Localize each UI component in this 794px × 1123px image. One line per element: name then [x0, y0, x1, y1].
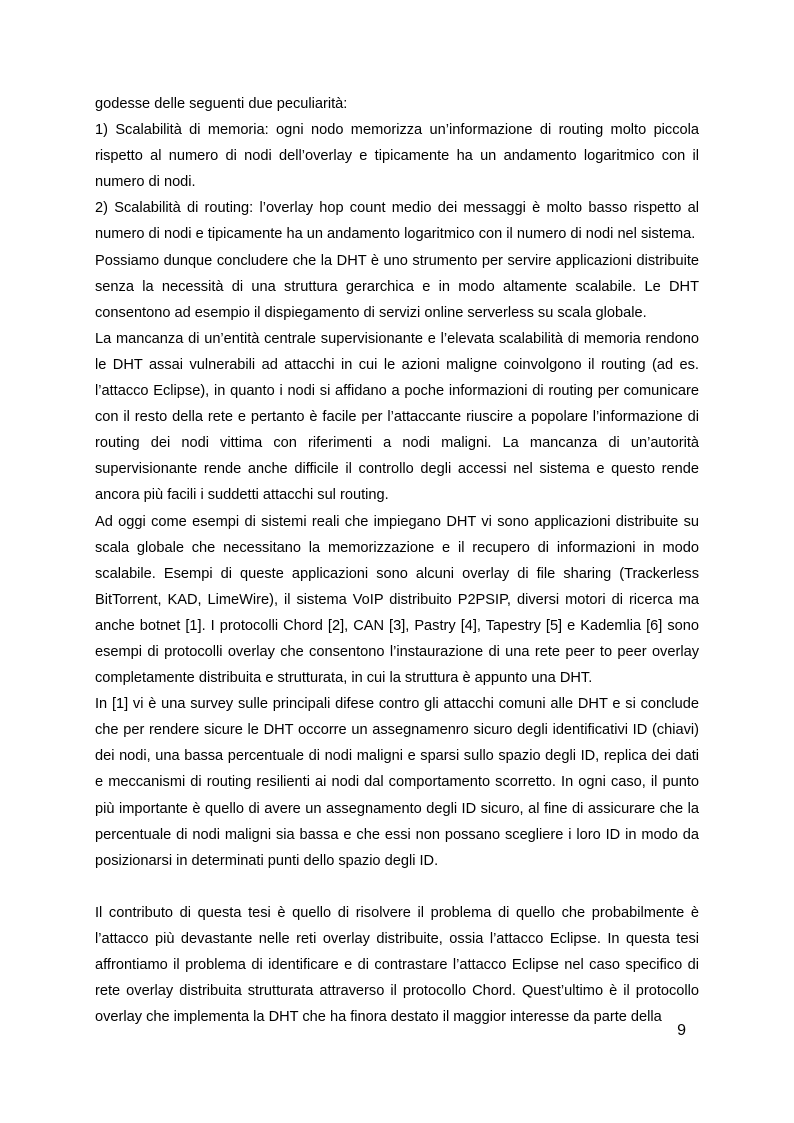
paragraph-thesis-contribution: Il contributo di questa tesi è quello di risolvere il problema di quello che probabilmente è l’attacco più devastante nelle reti overlay distribuite, ossia l’attacco Eclipse. In questa tesi affrontiamo il problema di identificare e di contrastare l’attacco Eclipse nel caso specifico di rete overlay distribuita strutturata attraverso il protocollo Chord. Quest’ultimo è il protocollo overlay che implementa la DHT che ha finora destato il maggior interesse da parte della [95, 904, 699, 1026]
paragraph-intro: godesse delle seguenti due peculiarità: [95, 96, 348, 112]
paragraph-dht-vulnerability: La mancanza di un’entità centrale supervisionante e l’elevata scalabilità di memoria rendono le DHT assai vulnerabili ad attacchi in cui le azioni maligne coinvolgono il routing (ad es. l’attacco Eclipse), in quanto i nodi si affidano a poche informazioni di routing per comunicare con il resto della rete e pertanto è facile per l’attaccante riuscire a popolare l’informazione di routing dei nodi vittima con riferimenti a nodi maligni. La mancanza di un’autorità supervisionante rende anche difficile il controllo degli accessi nel sistema e questo rende ancora più facili i suddetti attacchi sul routing. [95, 330, 699, 504]
page-number: 9 [677, 1022, 686, 1039]
paragraph-dht-defenses: In [1] vi è una survey sulle principali difese contro gli attacchi comuni alle DHT e si conclude che per rendere sicure le DHT occorre un assegnamenro sicuro degli identificativi ID (chiavi) dei nodi, una bassa percentuale di nodi maligni e sparsi sullo spazio degli ID, replica dei dati e meccanismi di routing resilienti ai nodi dal comportamento scorretto. In ogni caso, il punto più importante è quello di avere un assegnamento degli ID sicuro, al fine di assicurare che la percentuale di nodi maligni sia bassa e che essi non possano scegliere i loro ID in modo da posizionarsi in determinati punti dello spazio degli ID. [95, 696, 699, 869]
paragraph-spacer [95, 874, 699, 900]
paragraph-dht-conclusion: Possiamo dunque concludere che la DHT è uno strumento per servire applicazioni distribuite senza la necessità di una struttura gerarchica e in modo altamente scalabile. Le DHT consentono ad esempio il dispiegamento di servizi online serverless su scala globale. [95, 252, 699, 321]
paragraph-routing-scalability: 2) Scalabilità di routing: l’overlay hop count medio dei messaggi è molto basso rispetto al numero di nodi e tipicamente ha un andamento logaritmico con il numero di nodi nel sistema. [95, 200, 699, 243]
paragraph-dht-applications: Ad oggi come esempi di sistemi reali che impiegano DHT vi sono applicazioni distribuite su scala globale che necessitano la memorizzazione e il recupero di informazioni in modo scalabile. Esempi di queste applicazioni sono alcuni overlay di file sharing (Trackerless BitTorrent, KAD, LimeWire), il sistema VoIP distribuito P2PSIP, diversi motori di ricerca ma anche botnet [1]. I protocolli Chord [2], CAN [3], Pastry [4], Tapestry [5] e Kademlia [6] sono esempi di protocolli overlay che consentono l’instaurazione di una rete peer to peer overlay completamente distribuita e strutturata, in cui la struttura è appunto una DHT. [95, 513, 699, 687]
paragraph-memory-scalability: 1) Scalabilità di memoria: ogni nodo memorizza un’informazione di routing molto piccola rispetto al numero di nodi dell’overlay e tipicamente ha un andamento logaritmico con il numero di nodi. [95, 122, 699, 191]
document-body [95, 91, 699, 1030]
